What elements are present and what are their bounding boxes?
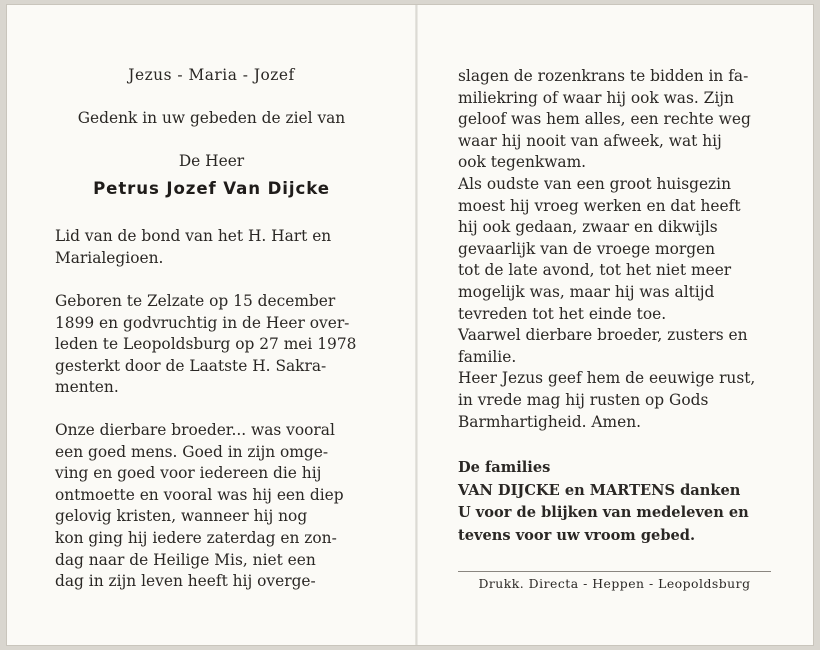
- tribute-paragraph: [55, 420, 368, 593]
- text-line: ontmoette en vooral was hij een diep: [55, 485, 344, 504]
- text-line: tevens voor uw vroom gebed.: [458, 526, 696, 544]
- text-line: kon ging hij iedere zaterdag en zon-: [55, 528, 337, 547]
- text-line: moest hij vroeg werken en dat heeft: [458, 196, 741, 215]
- text-line: ving en goed voor iedereen die hij: [55, 464, 322, 483]
- text-line: in vrede mag hij rusten op Gods: [458, 390, 709, 409]
- memorial-card: [6, 4, 814, 646]
- text-line: Lid van de bond van het H. Hart en: [55, 227, 332, 245]
- text-line: tevreden tot het einde toe.: [458, 304, 667, 323]
- remember-line: Gedenk in uw gebeden de ziel van: [77, 109, 346, 127]
- text-line: Vaarwel dierbare broeder, zusters en: [458, 326, 748, 345]
- printer-credit: Drukk. Directa - Heppen - Leopoldsburg: [458, 571, 771, 595]
- text-line: VAN DIJCKE en MARTENS danken: [458, 481, 741, 499]
- text-line: gevaarlijk van de vroege morgen: [458, 239, 716, 258]
- text-line: gelovig kristen, wanneer hij nog: [55, 507, 308, 526]
- text-line: geloof was hem alles, een rechte weg: [458, 110, 751, 129]
- text-line: menten.: [55, 378, 119, 397]
- text-line: tot de late avond, tot het niet meer: [458, 261, 732, 280]
- prayer-heading: Jezus - Maria - Jozef: [128, 66, 295, 84]
- text-line: mogelijk was, maar hij was altijd: [458, 282, 715, 301]
- text-line: miliekring of waar hij ook was. Zijn: [458, 88, 734, 107]
- families-thanks: [458, 457, 778, 547]
- text-line: Marialegioen.: [55, 248, 164, 267]
- text-line: slagen de rozenkrans te bidden in fa-: [458, 67, 749, 85]
- text-line: ook tegenkwam.: [458, 153, 587, 172]
- text-line: 1899 en godvruchtig in de Heer over-: [55, 313, 350, 332]
- text-line: dag naar de Heilige Mis, niet een: [55, 550, 316, 569]
- text-line: Als oudste van een groot huisgezin: [458, 174, 732, 193]
- text-line: familie.: [458, 347, 517, 366]
- text-line: Barmhartigheid. Amen.: [458, 412, 642, 431]
- honorific: De Heer: [178, 152, 245, 170]
- text-line: gesterkt door de Laatste H. Sakra-: [55, 356, 327, 375]
- text-line: waar hij nooit van afweek, wat hij: [458, 131, 722, 150]
- birth-death-paragraph: [55, 291, 368, 399]
- deceased-name: Petrus Jozef Van Dijcke: [93, 179, 330, 198]
- text-line: De families: [458, 459, 551, 476]
- text-line: Onze dierbare broeder... was vooral: [55, 421, 335, 439]
- text-line: een goed mens. Goed in zijn omge-: [55, 442, 329, 461]
- text-line: hij ook gedaan, zwaar en dikwijls: [458, 218, 718, 237]
- card-fold: [415, 5, 418, 645]
- text-line: dag in zijn leven heeft hij overge-: [55, 572, 316, 591]
- text-line: leden te Leopoldsburg op 27 mei 1978: [55, 335, 357, 354]
- tribute-continued: [458, 66, 771, 433]
- text-line: Heer Jezus geef hem de eeuwige rust,: [458, 369, 756, 388]
- membership-paragraph: [55, 226, 368, 269]
- text-line: U voor de blijken van medeleven en: [458, 504, 749, 522]
- text-line: Geboren te Zelzate op 15 december: [55, 292, 336, 310]
